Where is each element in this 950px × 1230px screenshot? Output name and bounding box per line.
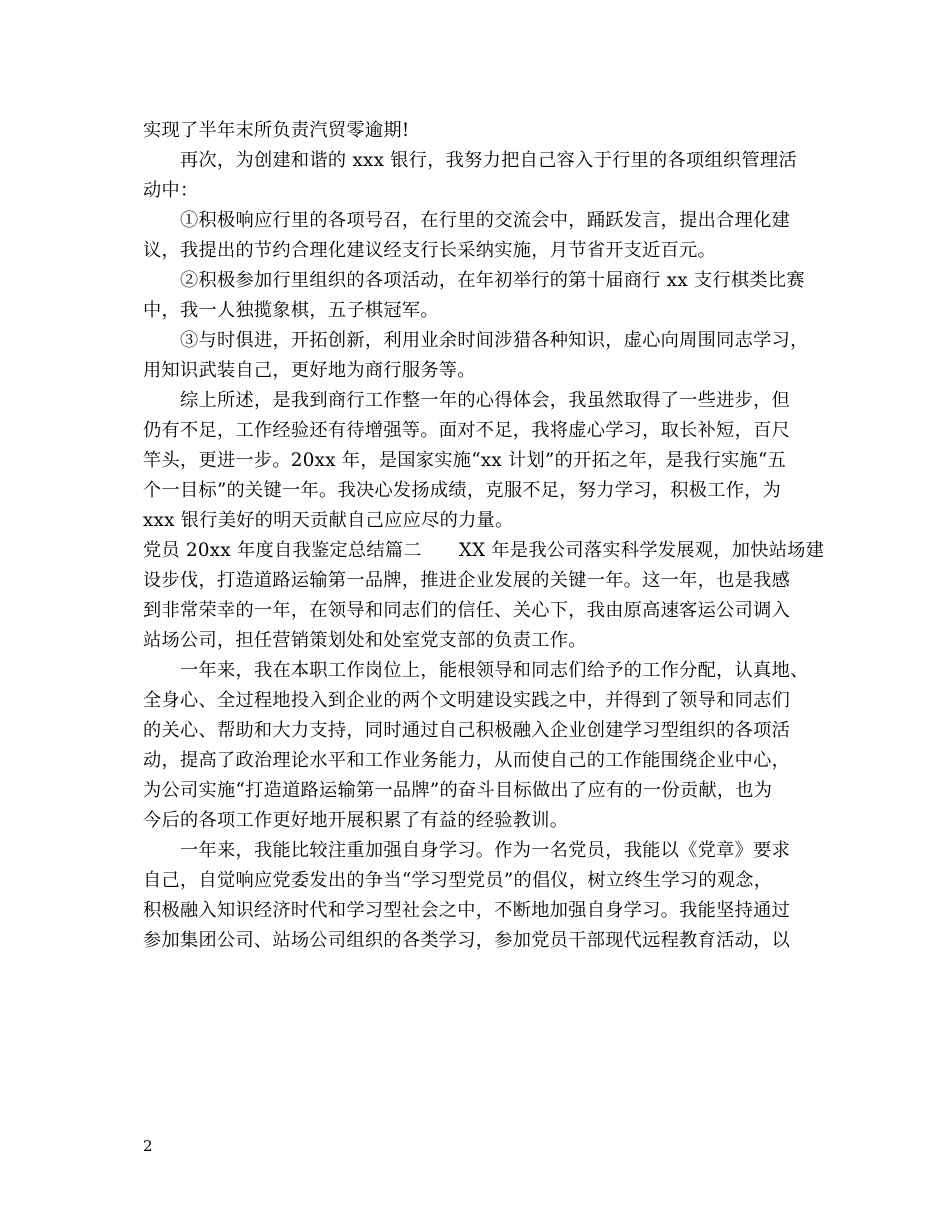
text-line: 自己，自觉响应党委发出的争当“学习型党员”的倡仪，树立终生学习的观念，: [143, 870, 773, 891]
text-line: 个一目标”的关键一年。我决心发扬成绩，克服不足，努力学习，积极工作，为: [143, 480, 782, 501]
text-line: 仍有不足，工作经验还有待增强等。面对不足，我将虚心学习，取长补短，百尺: [143, 420, 791, 441]
text-line: 用知识武装自己，更好地为商行服务等。: [143, 360, 476, 381]
text-line: 今后的各项工作更好地开展积累了有益的经验教训。: [143, 810, 569, 831]
text-line: xxx 银行美好的明天贡献自己应应尽的力量。: [143, 510, 514, 531]
text-line: 议，我提出的节约合理化建议经支行长采纳实施，月节省开支近百元。: [143, 240, 717, 261]
text-line: 为公司实施“打造道路运输第一品牌”的奋斗目标做出了应有的一份贡献，也为: [143, 780, 773, 801]
text-line: 实现了半年末所负责汽贸零逾期!: [143, 120, 410, 141]
text-line: 动中：: [143, 180, 199, 201]
text-line: 的关心、帮助和大力支持，同时通过自己积极融入企业创建学习型组织的各项活: [143, 720, 791, 741]
text-line: 竿头，更进一步。20xx 年，是国家实施“xx 计划”的开拓之年，是我行实施“五: [143, 450, 787, 471]
text-line: 全身心、全过程地投入到企业的两个文明建设实践之中，并得到了领导和同志们: [143, 690, 791, 711]
text-line: 一年来，我在本职工作岗位上，能根领导和同志们给予的工作分配，认真地、: [180, 660, 809, 681]
text-line: 站场公司，担任营销策划处和处室党支部的负责工作。: [143, 630, 587, 651]
body-text: [143, 116, 825, 956]
text-line: 中，我一人独揽象棋，五子棋冠军。: [143, 300, 439, 321]
text-line: 参加集团公司、站场公司组织的各类学习，参加党员干部现代远程教育活动，以: [143, 930, 791, 951]
page-number: 2: [143, 1137, 153, 1155]
text-line: 党员 20xx 年度自我鉴定总结篇二 XX 年是我公司落实科学发展观，加快站场建: [143, 540, 825, 561]
text-line: ②积极参加行里组织的各项活动，在年初举行的第十届商行 xx 支行棋类比赛: [180, 270, 805, 291]
text-line: 动，提高了政治理论水平和工作业务能力，从而使自己的工作能围绕企业中心，: [143, 750, 791, 771]
text-line: 设步伐，打造道路运输第一品牌，推进企业发展的关键一年。这一年，也是我感: [143, 570, 791, 591]
text-line: 一年来，我能比较注重加强自身学习。作为一名党员，我能以《党章》要求: [180, 840, 791, 861]
text-line: 到非常荣幸的一年，在领导和同志们的信任、关心下，我由原高速客运公司调入: [143, 600, 791, 621]
text-line: ③与时俱进，开拓创新，利用业余时间涉猎各种知识，虚心向周围同志学习，: [180, 330, 809, 351]
text-line: 积极融入知识经济时代和学习型社会之中，不断地加强自身学习。我能坚持通过: [143, 900, 791, 921]
text-line: 综上所述，是我到商行工作整一年的心得体会，我虽然取得了一些进步，但: [180, 390, 791, 411]
text-line: 再次，为创建和谐的 xxx 银行，我努力把自己容入于行里的各项组织管理活: [180, 150, 797, 171]
text-line: ①积极响应行里的各项号召，在行里的交流会中，踊跃发言，提出合理化建: [180, 210, 791, 231]
